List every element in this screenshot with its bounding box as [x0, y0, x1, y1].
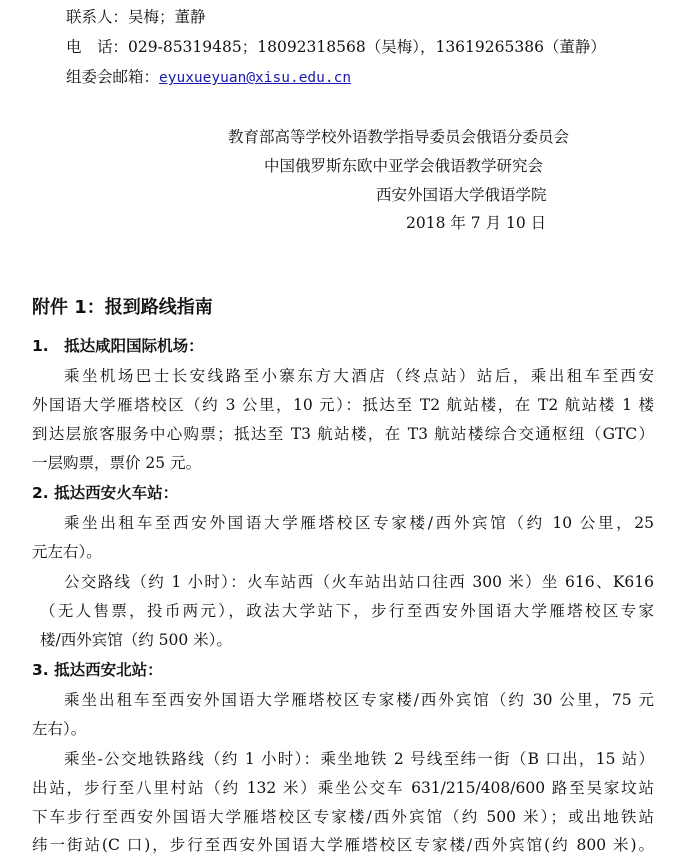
paragraph-line: 乘坐机场巴士长安线路至小寨东方大酒店（终点站）站后，乘出租车至西安 [64, 367, 654, 385]
paragraph-line: 纬一街站(C 口)，步行至西安外国语大学雁塔校区专家楼/西外宾馆(约 800 米)。 [32, 836, 654, 854]
paragraph-line: （无人售票，投币两元），政法大学站下，步行至西安外国语大学雁塔校区专家 [40, 602, 654, 620]
contact-phone [66, 36, 606, 58]
section-heading: 2. 抵达西安火车站： [32, 484, 179, 502]
section-heading: 1. 抵达咸阳国际机场： [32, 337, 204, 355]
paragraph-line: 公交路线（约 1 小时）：火车站西（火车站出站口往西 300 米）坐 616、K616 [64, 573, 654, 591]
contact-email [66, 66, 351, 89]
paragraph-line: 乘坐-公交地铁路线（约 1 小时）：乘坐地铁 2 号线至纬一街（B 口出，15 站） [64, 750, 654, 768]
paragraph-line: 乘坐出租车至西安外国语大学雁塔校区专家楼/西外宾馆（约 30 公里，75 元 [64, 691, 654, 709]
signature-date: 2018 年 7 月 10 日 [406, 214, 547, 232]
paragraph-line: 外国语大学雁塔校区（约 3 公里，10 元）：抵达至 T2 航站楼，在 T2 航站楼 1 楼 [32, 396, 654, 414]
paragraph-line: 乘坐出租车至西安外国语大学雁塔校区专家楼/西外宾馆（约 10 公里，25 [64, 514, 654, 532]
email-link[interactable]: eyuxueyuan@xisu.edu.cn [159, 70, 352, 86]
paragraph-line: 楼/西外宾馆（约 500 米）。 [40, 631, 232, 649]
paragraph-line: 下车步行至西安外国语大学雁塔校区专家楼/西外宾馆（约 500 米）；或出地铁站 [32, 808, 654, 826]
signature-org1: 教育部高等学校外语教学指导委员会俄语分委员会 [228, 128, 570, 146]
contact-people-label: 联系人： [66, 8, 129, 26]
paragraph-line: 元左右）。 [32, 543, 102, 561]
contact-email-label: 组委会邮箱： [66, 68, 160, 86]
paragraph-line: 出站，步行至八里村站（约 132 米）乘坐公交车 631/215/408/600 路至吴家坟站 [32, 779, 654, 797]
paragraph-line: 左右）。 [32, 720, 87, 738]
paragraph-line: 一层购票，票价 25 元。 [32, 454, 202, 472]
contact-phone-label: 电 话： [66, 38, 129, 56]
signature-org3: 西安外国语大学俄语学院 [376, 186, 547, 204]
contact-phone-value: 029-85319485；18092318568（吴梅），13619265386（董静） [128, 38, 606, 56]
paragraph-line: 到达层旅客服务中心购票；抵达至 T3 航站楼，在 T3 航站楼综合交通枢纽（GTC） [32, 425, 654, 443]
appendix-title: 附件 1：报到路线指南 [32, 297, 213, 318]
contact-people [66, 6, 206, 28]
contact-people-value: 吴梅；董静 [128, 8, 206, 26]
signature-org2: 中国俄罗斯东欧中亚学会俄语教学研究会 [264, 157, 544, 175]
section-heading: 3. 抵达西安北站： [32, 661, 163, 679]
